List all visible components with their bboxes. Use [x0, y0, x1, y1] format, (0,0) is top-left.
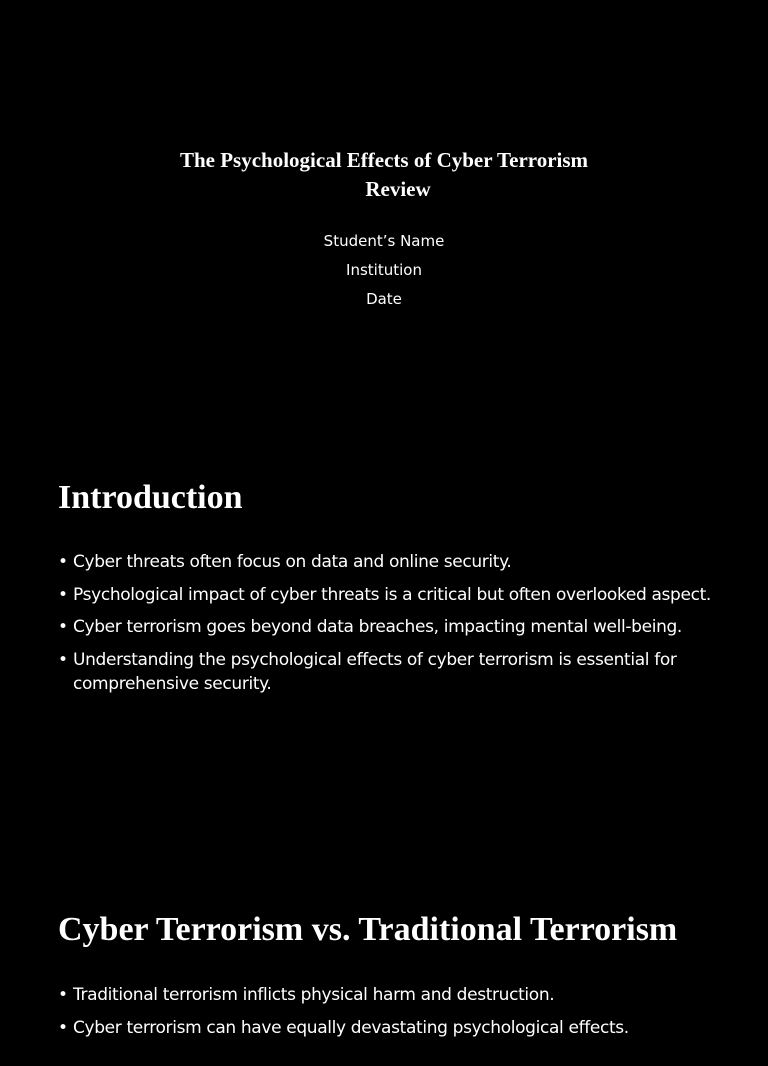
- introduction-slide: [0, 433, 768, 833]
- author-info: [0, 227, 768, 314]
- bullet-text: Psychological impact of cyber threats is a critical but often overlooked aspect.: [73, 584, 711, 605]
- bullet-text: Cyber terrorism goes beyond data breaches, impacting mental well-being.: [73, 617, 682, 637]
- bullet-item: [58, 583, 718, 608]
- student-name: Student’s Name: [323, 232, 445, 250]
- bullet-item: [58, 550, 718, 575]
- institution: Institution: [346, 261, 422, 279]
- cyber-vs-traditional-bullet-list: [58, 983, 718, 1048]
- bullet-icon: •: [58, 584, 68, 605]
- bullet-text: Understanding the psychological effects of cyber terrorism is essential for comprehensive security.: [73, 649, 677, 694]
- bullet-item: [58, 615, 718, 640]
- bullet-text: Cyber terrorism can have equally devastating psychological effects.: [73, 1017, 629, 1038]
- introduction-bullet-list: [58, 550, 718, 705]
- document-title-line-1: The Psychological Effects of Cyber Terrorism: [179, 148, 589, 172]
- bullet-icon: •: [58, 649, 68, 670]
- cyber-vs-traditional-heading: Cyber Terrorism vs. Traditional Terrorism: [58, 911, 678, 948]
- bullet-icon: •: [58, 985, 68, 1005]
- bullet-icon: •: [58, 552, 68, 572]
- document-title-line-2: Review: [365, 177, 431, 201]
- date: Date: [366, 290, 402, 308]
- bullet-item: [58, 983, 718, 1008]
- title-slide: [0, 0, 768, 400]
- bullet-text: Traditional terrorism inflicts physical harm and destruction.: [73, 985, 555, 1005]
- bullet-item: [58, 1016, 718, 1041]
- introduction-heading: Introduction: [58, 479, 243, 516]
- bullet-text: Cyber threats often focus on data and online security.: [73, 552, 512, 572]
- cyber-vs-traditional-slide: [0, 866, 768, 1066]
- bullet-icon: •: [58, 617, 68, 637]
- bullet-icon: •: [58, 1017, 68, 1038]
- bullet-item: [58, 648, 718, 697]
- document-title: [0, 146, 768, 204]
